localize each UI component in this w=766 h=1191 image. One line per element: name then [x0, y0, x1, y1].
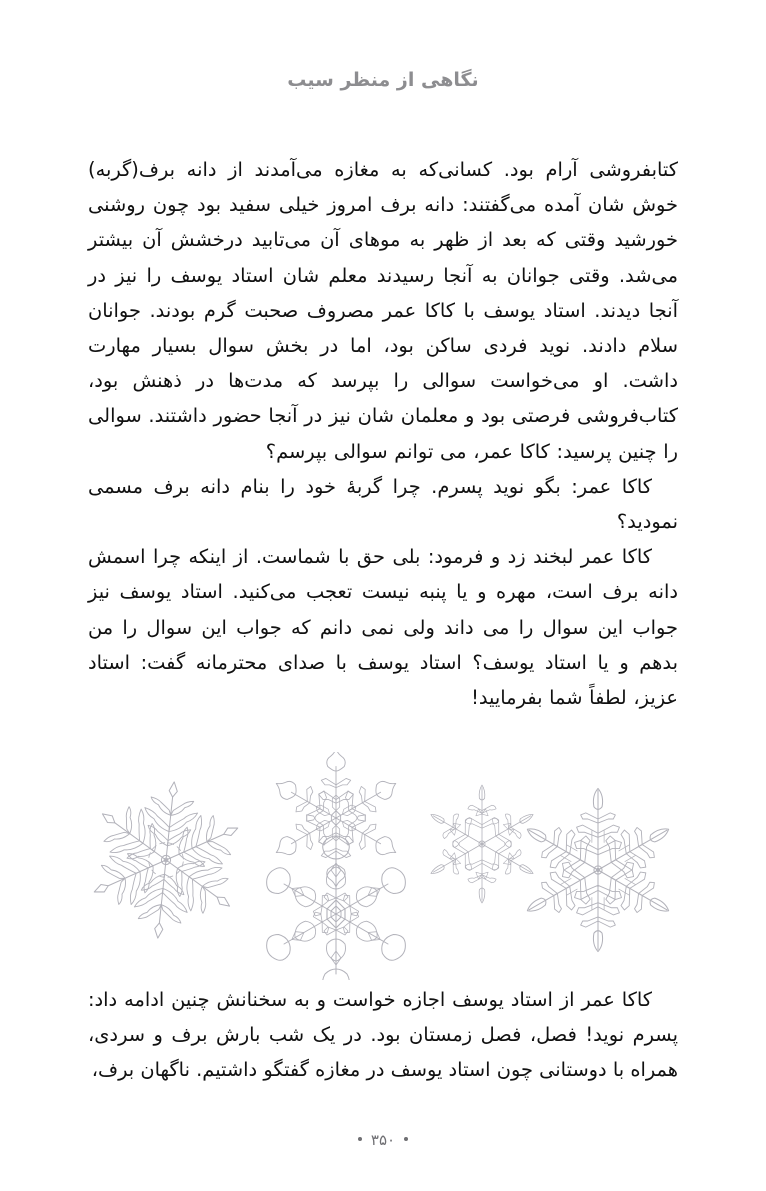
- folio-dot-left: [358, 1137, 362, 1141]
- running-head: نگاهی از منظر سیب: [287, 69, 479, 91]
- snowflake-1: [88, 773, 255, 946]
- page-folio: [0, 1131, 766, 1150]
- snowflake-4: [423, 785, 542, 903]
- body-text-column: [88, 152, 678, 715]
- snowflakes-illustration: [88, 752, 678, 980]
- body-text-column-lower: [88, 982, 678, 1088]
- paragraph-2: کاکا عمر: بگو نوید پسرم. چرا گربهٔ خود را بنام دانه برف مسمی نمودید؟: [88, 474, 678, 534]
- snowflake-5: [516, 788, 678, 951]
- folio-number: ۳۵۰: [370, 1131, 396, 1149]
- snowflakes-svg: [88, 752, 678, 980]
- folio-dot-right: [404, 1137, 408, 1141]
- snowflake-3: [262, 836, 410, 980]
- paragraph-1: کتابفروشی آرام بود. کسانی‌که به مغازه می‌آمدند از دانه برف(گربه) خوش شان آمده می‌گفتند: دانه برف امروز خیلی سفید بود چون روشنی خورشید وقتی که بعد از ظهر به موهای آن می‌تابید درخشش آن بیشتر می‌شد. وقتی جوانان به آنجا رسیدند معلم شان استاد یوسف را نیز در آنجا دیدند. استاد یوسف با کاکا عمر مصروف صحبت گرم بودند. جوانان سلام دادند. نوید فردی ساکن بود، اما در بخش سوال بسیار مهارت داشت. او می‌خواست سوالی را بپرسد که مدت‌ها در ذهنش بود، کتاب‌فروشی فرصتی بود و معلمان شان نیز در آنجا حضور داشتند. سوالی را چنین پرسید: کاکا عمر، می توانم سوالی بپرسم؟: [88, 158, 678, 463]
- paragraph-4: کاکا عمر از استاد یوسف اجازه خواست و به سخنانش چنین ادامه داد: پسرم نوید! فصل، فصل زمستان بود. در یک شب بارش برف و سردی، همراه با دوستانی چون استاد یوسف در مغازه گفتگو داشتیم. ناگهان برف،: [88, 988, 678, 1082]
- paragraph-3: کاکا عمر لبخند زد و فرمود: بلی حق با شماست. از اینکه چرا اسمش دانه برف است، مهره و یا پنبه نیست تعجب می‌کنید. استاد یوسف نیز جواب این سوال را می داند ولی نمی دانم که جواب این سوال را من بدهم و یا استاد یوسف؟ استاد یوسف با صدای محترمانه گفت: استاد عزیز، لطفاً شما بفرمایید!: [88, 545, 678, 710]
